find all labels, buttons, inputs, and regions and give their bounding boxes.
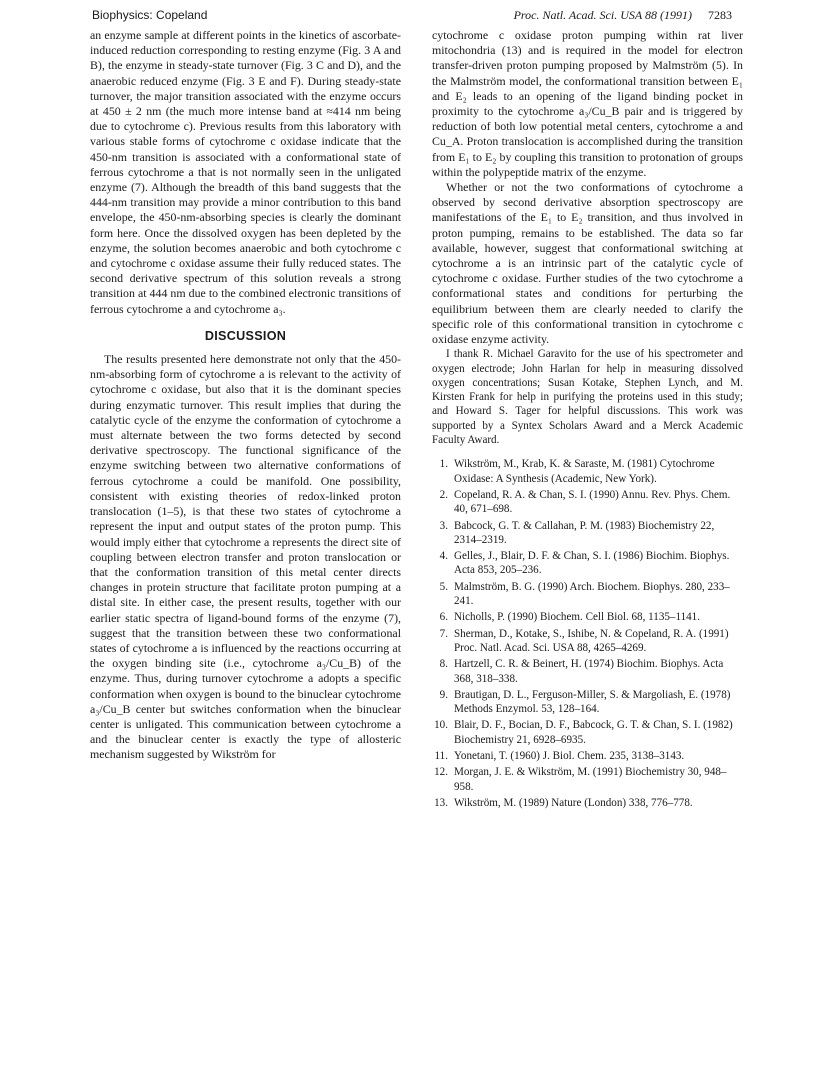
reference-number: 9. bbox=[439, 688, 448, 701]
reference-number: 7. bbox=[439, 627, 448, 640]
reference-text: Brautigan, D. L., Ferguson-Miller, S. & Margoliash, E. (1978) Methods Enzymol. 53, 128–164. bbox=[454, 688, 731, 716]
reference-item bbox=[432, 627, 743, 656]
reference-text: Blair, D. F., Bocian, D. F., Babcock, G. T. & Chan, S. I. (1982) Biochemistry 21, 6928–6935. bbox=[454, 719, 733, 746]
reference-number: 12. bbox=[434, 766, 448, 779]
section-label: Biophysics: Copeland bbox=[92, 8, 208, 22]
discussion-heading: DISCUSSION bbox=[204, 328, 287, 343]
page-number: 7283 bbox=[708, 8, 732, 22]
reference-text: Sherman, D., Kotake, S., Ishibe, N. & Copeland, R. A. (1991) Proc. Natl. Acad. Sci. USA 88, 4265–4269. bbox=[454, 627, 729, 654]
left-column bbox=[90, 28, 401, 763]
reference-number: 1. bbox=[439, 458, 448, 471]
reference-number: 5. bbox=[439, 580, 448, 593]
reference-text: Wikström, M., Krab, K. & Saraste, M. (1981) Cytochrome Oxidase: A Synthesis (Academic, New York). bbox=[454, 458, 715, 485]
reference-number: 6. bbox=[439, 611, 448, 624]
reference-item bbox=[432, 457, 743, 486]
reference-text: Copeland, R. A. & Chan, S. I. (1990) Annu. Rev. Phys. Chem. 40, 671–698. bbox=[454, 488, 731, 516]
reference-number: 13. bbox=[434, 796, 448, 809]
reference-text: Babcock, G. T. & Callahan, P. M. (1983) Biochemistry 22, 2314–2319. bbox=[454, 519, 715, 546]
reference-text: Malmström, B. G. (1990) Arch. Biochem. Biophys. 280, 233–241. bbox=[454, 580, 730, 608]
reference-item bbox=[432, 765, 743, 794]
reference-text: Gelles, J., Blair, D. F. & Chan, S. I. (1986) Biochim. Biophys. Acta 853, 205–236. bbox=[454, 550, 730, 577]
journal-citation: Proc. Natl. Acad. Sci. USA 88 (1991) bbox=[513, 8, 692, 22]
reference-text: Nicholls, P. (1990) Biochem. Cell Biol. 68, 1135–1141. bbox=[454, 611, 701, 624]
reference-number: 10. bbox=[434, 719, 448, 732]
reference-list bbox=[432, 457, 743, 810]
reference-item bbox=[432, 657, 743, 686]
reference-item bbox=[432, 796, 743, 810]
running-head bbox=[92, 6, 732, 24]
reference-text: Yonetani, T. (1960) J. Biol. Chem. 235, 3138–3143. bbox=[454, 749, 685, 762]
reference-item bbox=[432, 488, 743, 517]
reference-text: Wikström, M. (1989) Nature (London) 338, 776–778. bbox=[454, 796, 693, 809]
discussion-closing-paragraph: Whether or not the two conformations of cytochrome a observed by second derivative absorption spectroscopy are manifestations of the E₁ to E₂ transition, and thus involved in proton pumping, remains to be established. The data so far available, however, suggest that conformational switching at cytochrome a is an intrinsic part of the catalytic cycle of cytochrome c oxidase. Further studies of the two cytochrome a conformational states and conditions for perturbing the equilibrium between them are clearly needed to clarify the specific role of this conformational transition in cytochrome c oxidase enzyme activity. bbox=[432, 180, 743, 347]
reference-number: 3. bbox=[439, 519, 448, 532]
results-continuation-paragraph: an enzyme sample at different points in the kinetics of ascorbate-induced reduction corresponding to resting enzyme (Fig. 3 A and B), the enzyme in steady-state turnover (Fig. 3 C and D), and the anaerobic reduced enzyme (Fig. 3 E and F). During steady-state turnover, the major transition associated with the enzyme occurs at 450 ± 2 nm (the much more intense band at ≈414 nm being due to cytochrome c). Previous results from this laboratory with various stable forms of cytochrome c oxidase indicate that the 450-nm transition is associated with a conformational state of ferrous cytochrome a that is not normally seen in the unligated enzyme (7). Although the breadth of this band suggests that the 444-nm transition may provide a minor contribution to this band envelope, the 450-nm-absorbing species is clearly the dominant form here. Once the dissolved oxygen has been depleted by the enzyme, the solution becomes anaerobic and both cytochrome c and cytochrome c oxidase assume their fully reduced states. The second derivative spectrum of this solution reveals a strong transition at 444 nm due to the combined electronic transitions of ferrous cytochrome a and cytochrome a₃. bbox=[90, 28, 401, 316]
reference-number: 4. bbox=[439, 550, 448, 563]
reference-number: 2. bbox=[439, 488, 448, 501]
acknowledgment: I thank R. Michael Garavito for the use of his spectrometer and oxygen electrode; John Harlan for help in measuring dissolved oxygen concentrations; Susan Kotake, Stephen Lynch, and M. Kirsten Frank for help in purifying the proteins used in this study; and Howard S. Tager for helpful discussions. This work was supported by a Syntex Scholars Award and a Merck Academic Faculty Award. bbox=[432, 348, 743, 447]
reference-item bbox=[432, 718, 743, 747]
reference-text: Morgan, J. E. & Wikström, M. (1991) Biochemistry 30, 948–958. bbox=[454, 766, 727, 793]
reference-text: Hartzell, C. R. & Beinert, H. (1974) Biochim. Biophys. Acta 368, 318–338. bbox=[454, 658, 724, 685]
reference-item bbox=[432, 610, 743, 624]
reference-item bbox=[432, 549, 743, 578]
reference-item bbox=[432, 749, 743, 763]
reference-item bbox=[432, 688, 743, 717]
reference-number: 8. bbox=[439, 658, 448, 671]
right-column bbox=[432, 28, 743, 812]
reference-item bbox=[432, 519, 743, 548]
reference-item bbox=[432, 580, 743, 609]
discussion-continuation-paragraph: cytochrome c oxidase proton pumping within rat liver mitochondria (13) and is required in the model for electron transfer-driven proton pumping proposed by Malmström (5). In the Malmström model, the conformational transition between E₁ and E₂ leads to an opening of the ligand binding pocket in proximity to the cytochrome a₃/Cu_B pair and is triggered by reduction of both low potential metal centers, cytochrome a and Cu_A. Proton translocation is accomplished during the transition from E₁ to E₂ by coupling this transition to protonation of groups within the polypeptide matrix of the enzyme. bbox=[432, 28, 743, 179]
reference-number: 11. bbox=[434, 749, 448, 762]
discussion-paragraph: The results presented here demonstrate not only that the 450-nm-absorbing form of cytochrome a is relevant to the activity of cytochrome c oxidase, but also that it is the dominant species during enzymatic turnover. This result implies that during the catalytic cycle of the enzyme the conformation of cytochrome a must alternate between the two forms detected by second derivative spectroscopy. The functional significance of the enzyme switching between two alternative conformations of ferrous cytochrome a could be manifold. One possibility, consistent with existing theories of redox-linked proton translocation (1–5), is that these two states of cytochrome a represent the input and output states of the proton pump. This would imply either that cytochrome a represents the direct site of coupling between electron transfer and proton translocation or that the conformation transition of this metal center directs changes in protein structure that facilitate proton pumping at a distal site. In either case, the present results, together with our earlier static spectra of ligand-bound forms of the enzyme (7), suggest that the transition between these two conformational states of cytochrome a is influenced by the reactions occurring at the oxygen binding site (i.e., cytochrome a₃/Cu_B) of the enzyme. Thus, during turnover cytochrome a adopts a specific conformation when oxygen is bound to the binuclear cytochrome a₃/Cu_B center but switches conformation when the binuclear center is unligated. This communication between cytochrome a and the binuclear center is exactly the type of allosteric mechanism suggested by Wikström for bbox=[90, 352, 401, 762]
